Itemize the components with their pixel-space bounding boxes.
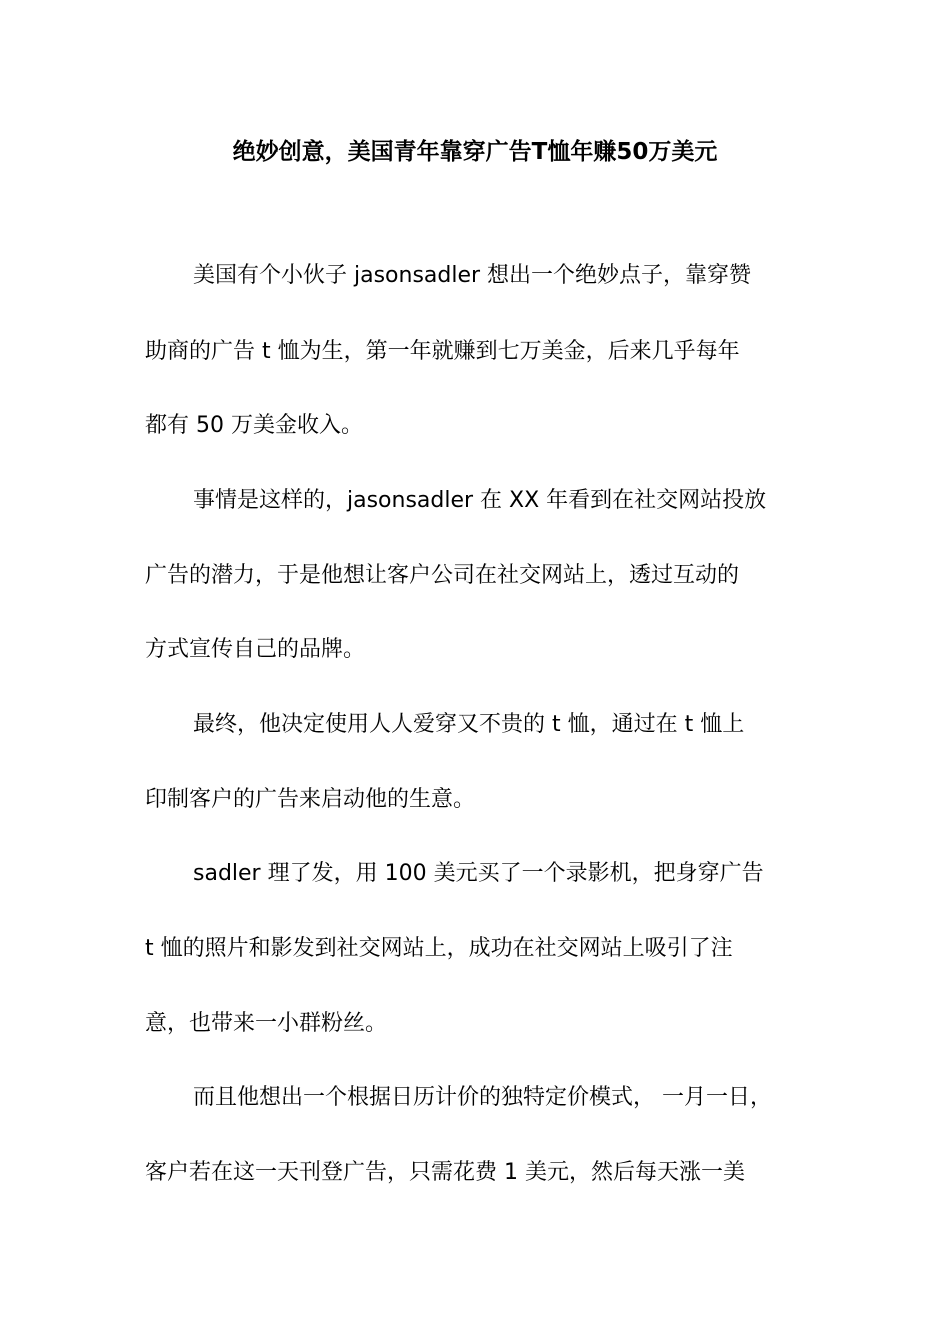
- paragraph-1-line-3: 都有 50 万美金收入。: [145, 413, 363, 438]
- paragraph-2-line-2: 广告的潜力，于是他想让客户公司在社交网站上，透过互动的: [145, 563, 740, 588]
- paragraph-5-line-2: 客户若在这一天刊登广告，只需花费 1 美元，然后每天涨一美: [145, 1160, 745, 1185]
- paragraph-2-line-1: 事情是这样的，jasonsadler 在 XX 年看到在社交网站投放: [193, 488, 767, 513]
- paragraph-1-line-1: 美国有个小伙子 jasonsadler 想出一个绝妙点子，靠穿赞: [193, 263, 752, 288]
- document-title: 绝妙创意，美国青年靠穿广告T恤年赚50万美元: [232, 139, 718, 165]
- paragraph-3-line-2: 印制客户的广告来启动他的生意。: [145, 787, 476, 812]
- paragraph-4-line-1: sadler 理了发，用 100 美元买了一个录影机，把身穿广告: [193, 861, 764, 886]
- paragraph-4-line-2: t 恤的照片和影发到社交网站上，成功在社交网站上吸引了注: [145, 936, 733, 961]
- paragraph-3-line-1: 最终，他决定使用人人爱穿又不贵的 t 恤，通过在 t 恤上: [193, 712, 745, 737]
- paragraph-4-line-3: 意，也带来一小群粉丝。: [145, 1011, 388, 1036]
- paragraph-5-line-1: 而且他想出一个根据日历计价的独特定价模式， 一月一日，: [193, 1085, 772, 1110]
- paragraph-2-line-3: 方式宣传自己的品牌。: [145, 637, 366, 662]
- paragraph-1-line-2: 助商的广告 t 恤为生，第一年就赚到七万美金，后来几乎每年: [145, 339, 740, 364]
